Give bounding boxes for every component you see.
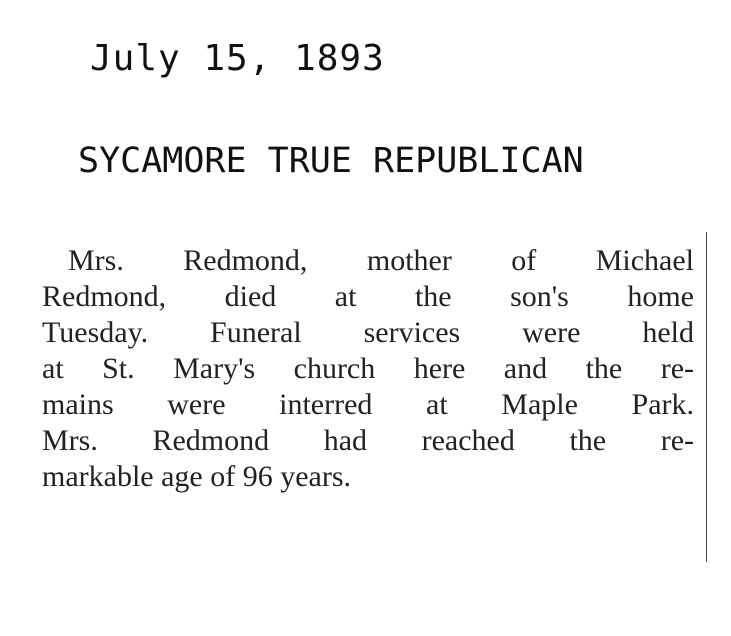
clipping-date: July 15, 1893 <box>90 38 385 79</box>
article-line: Mrs. Redmond, mother of Michael <box>68 244 694 277</box>
column-rule <box>706 232 707 562</box>
article-line: Tuesday. Funeral services were held <box>42 316 694 349</box>
article-line: at St. Mary's church here and the re- <box>42 352 694 385</box>
article-line: Mrs. Redmond had reached the re- <box>42 424 694 457</box>
article-line: mains were interred at Maple Park. <box>42 388 694 421</box>
article-line: markable age of 96 years. <box>42 460 352 493</box>
newspaper-name: SYCAMORE TRUE REPUBLICAN <box>78 141 584 181</box>
article-line: Redmond, died at the son's home <box>42 280 694 313</box>
article-body <box>42 243 694 495</box>
